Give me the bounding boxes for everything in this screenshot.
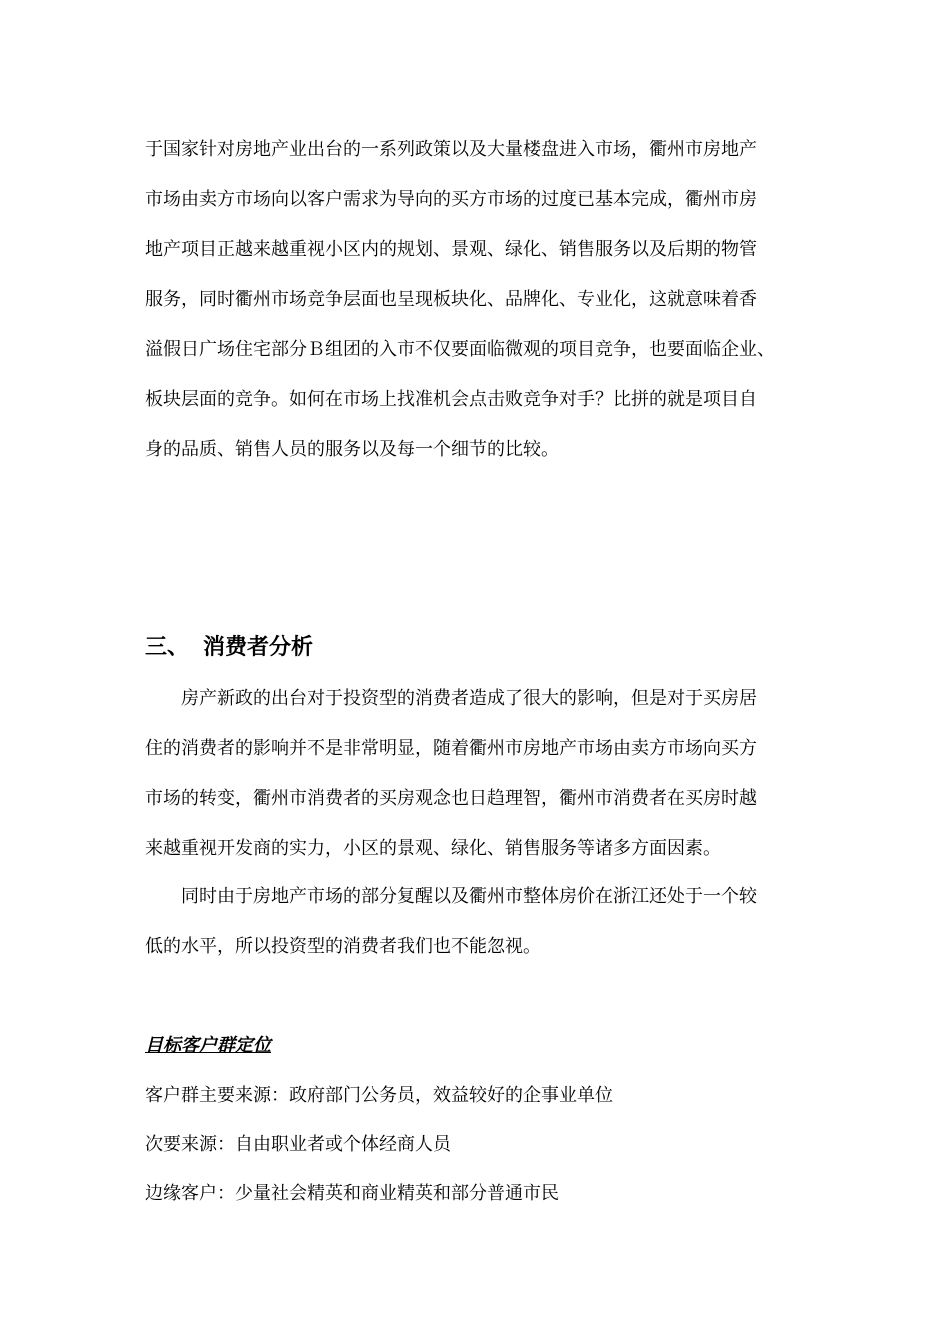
intro-line: 市场由卖方市场向以客户需求为导向的买方市场的过度已基本完成，衢州市房 [145,189,757,210]
paragraph-line: 房产新政的出台对于投资型的消费者造成了很大的影响，但是对于买房居 [181,688,757,709]
intro-line: 身的品质、销售人员的服务以及每一个细节的比较。 [145,439,559,460]
list-item: 次要来源：自由职业者或个体经商人员 [145,1134,451,1155]
intro-line: 溢假日广场住宅部分Ｂ组团的入市不仅要面临微观的项目竞争，也要面临企业、 [145,339,775,360]
section-number: 三、 [145,635,190,660]
paragraph-line: 同时由于房地产市场的部分复醒以及衢州市整体房价在浙江还处于一个较 [181,886,757,907]
paragraph-line: 市场的转变，衢州市消费者的买房观念也日趋理智，衢州市消费者在买房时越 [145,788,757,809]
section-title: 消费者分析 [203,635,314,660]
paragraph-line: 来越重视开发商的实力，小区的景观、绿化、销售服务等诸多方面因素。 [145,838,721,859]
paragraph-line: 住的消费者的影响并不是非常明显，随着衢州市房地产市场由卖方市场向买方 [145,738,757,759]
intro-line: 地产项目正越来越重视小区内的规划、景观、绿化、销售服务以及后期的物管 [145,239,757,260]
intro-line: 服务，同时衢州市场竞争层面也呈现板块化、品牌化、专业化，这就意味着香 [145,289,757,310]
intro-line: 于国家针对房地产业出台的一系列政策以及大量楼盘进入市场，衢州市房地产 [145,139,757,160]
target-customers-title: 目标客户群定位 [145,1035,271,1056]
intro-line: 板块层面的竞争。如何在市场上找准机会点击败竞争对手？比拼的就是项目自 [145,389,757,410]
section-heading [145,634,313,662]
list-item: 客户群主要来源：政府部门公务员，效益较好的企事业单位 [145,1085,613,1106]
paragraph-line: 低的水平，所以投资型的消费者我们也不能忽视。 [145,936,541,957]
list-item: 边缘客户：少量社会精英和商业精英和部分普通市民 [145,1183,559,1204]
